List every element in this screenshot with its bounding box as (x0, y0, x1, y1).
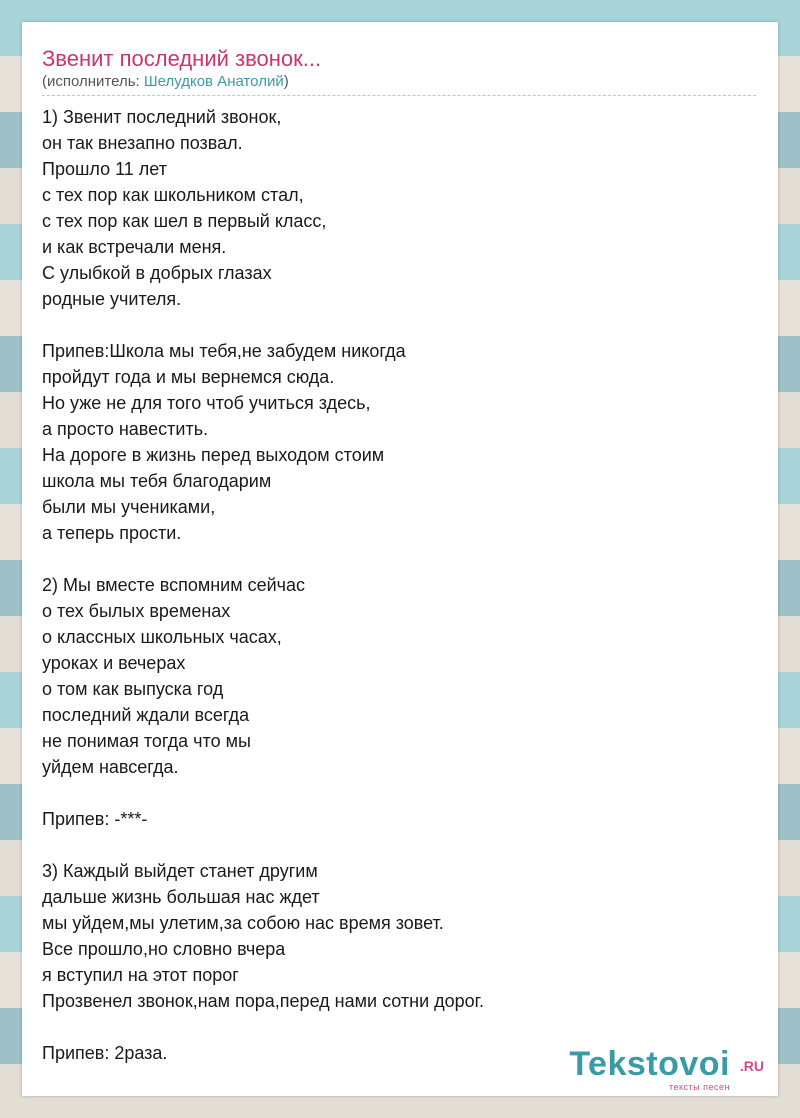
artist-line (42, 72, 289, 92)
lyric-line: 2) Мы вместе вспомним сейчас (42, 575, 306, 595)
logo-subtitle: тексты песен (668, 1082, 730, 1092)
lyric-line: с тех пор как шел в первый класс, (42, 211, 327, 231)
logo-domain: .RU (739, 1058, 764, 1074)
lyric-line: не понимая тогда что мы (42, 731, 251, 751)
song-title: Звенит последний звонок... (42, 46, 322, 71)
tekstovoi-logo (560, 1044, 770, 1094)
lyric-line: 1) Звенит последний звонок, (42, 107, 282, 127)
lyrics-sheet (22, 22, 778, 1096)
artist-prefix: (исполнитель: (42, 73, 144, 90)
lyric-line: С улыбкой в добрых глазах (42, 263, 272, 283)
lyric-line: дальше жизнь большая нас ждет (42, 887, 320, 907)
lyric-line (42, 546, 742, 572)
lyric-line: и как встречали меня. (42, 237, 227, 257)
lyric-line: о классных школьных часах, (42, 627, 282, 647)
lyric-line: Прошло 11 лет (42, 159, 167, 179)
lyric-line (42, 780, 742, 806)
lyric-line: Прозвенел звонок,нам пора,перед нами сотни дорог. (42, 991, 485, 1011)
lyric-line: последний ждали всегда (42, 705, 250, 725)
lyric-line: родные учителя. (42, 289, 182, 309)
lyric-line: Припев: 2раза. (42, 1043, 168, 1063)
lyric-line: 3) Каждый выйдет станет другим (42, 861, 318, 881)
lyric-line: он так внезапно позвал. (42, 133, 243, 153)
artist-suffix: ) (283, 73, 289, 90)
lyrics-body (42, 104, 742, 1066)
logo-wordmark: Tekstovoi (569, 1045, 730, 1083)
lyric-line: а теперь прости. (42, 523, 182, 543)
lyric-line: а просто навестить. (42, 419, 209, 439)
lyric-line: Припев: -***- (42, 809, 148, 829)
lyric-line: Все прошло,но словно вчера (42, 939, 286, 959)
lyric-line: Припев:Школа мы тебя,не забудем никогда (42, 341, 406, 361)
lyric-line: Но уже не для того чтоб учиться здесь, (42, 393, 371, 413)
lyric-line: я вступил на этот порог (42, 965, 239, 985)
header-divider (42, 95, 756, 96)
artist-link[interactable]: Шелудков Анатолий (143, 73, 284, 90)
lyric-line: На дороге в жизнь перед выходом стоим (42, 445, 385, 465)
lyric-line: о тех былых временах (42, 601, 231, 621)
lyric-line: о том как выпуска год (42, 679, 224, 699)
lyric-line: мы уйдем,мы улетим,за собою нас время зовет. (42, 913, 444, 933)
lyric-line: уйдем навсегда. (42, 757, 179, 777)
lyric-line: уроках и вечерах (42, 653, 186, 673)
lyric-line (42, 1014, 742, 1040)
lyric-line (42, 312, 742, 338)
lyric-line: были мы учениками, (42, 497, 216, 517)
lyric-line: пройдут года и мы вернемся сюда. (42, 367, 335, 387)
lyric-line: школа мы тебя благодарим (42, 471, 272, 491)
lyric-line (42, 832, 742, 858)
lyric-line: с тех пор как школьником стал, (42, 185, 304, 205)
